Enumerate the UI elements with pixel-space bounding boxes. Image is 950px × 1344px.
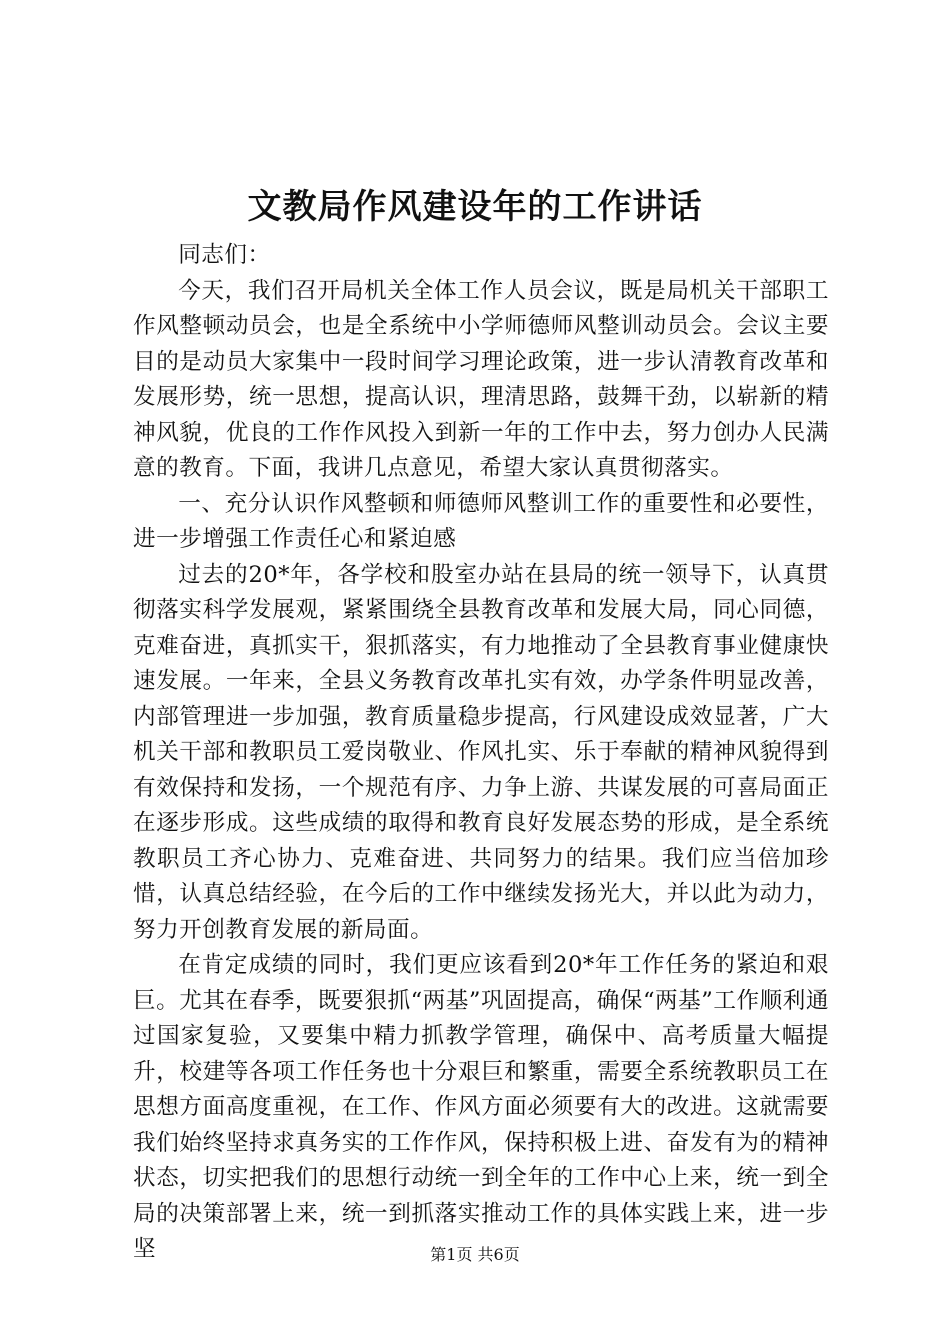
achievements-paragraph: 过去的20*年，各学校和股室办站在县局的统一领导下，认真贯彻落实科学发展观，紧紧围绕全县教育改革和发展大局，同心同德，克难奋进，真抓实干，狠抓落实，有力地推动了全县教育事业健康快速发展。一年来，全县义务教育改革扎实有效，办学条件明显改善，内部管理进一步加强，教育质量稳步提高，行风建设成效显著，广大机关干部和教职员工爱岗敬业、作风扎实、乐于奉献的精神风貌得到有效保持和发扬，一个规范有序、力争上游、共谋发展的可喜局面正在逐步形成。这些成绩的取得和教育良好发展态势的形成，是全系统教职员工齐心协力、克难奋进、共同努力的结果。我们应当倍加珍惜，认真总结经验，在今后的工作中继续发扬光大，并以此为动力，努力开创教育发展的新局面。 — [133, 561, 829, 943]
document-title: 文教局作风建设年的工作讲话 — [247, 187, 703, 227]
page-number-footer: 第1页 共6页 — [430, 1245, 520, 1264]
salutation-paragraph: 同志们： — [178, 242, 271, 268]
intro-paragraph: 今天，我们召开局机关全体工作人员会议，既是局机关干部职工作风整顿动员会，也是全系统中小学师德师风整训动员会。会议主要目的是动员大家集中一段时间学习理论政策，进一步认清教育改革和发展形势，统一思想，提高认识，理清思路，鼓舞干劲，以崭新的精神风貌，优良的工作作风投入到新一年的工作中去，努力创办人民满意的教育。下面，我讲几点意见，希望大家认真贯彻落实。 — [133, 277, 829, 481]
document-body — [133, 238, 829, 1268]
challenges-paragraph: 在肯定成绩的同时，我们更应该看到20*年工作任务的紧迫和艰巨。尤其在春季，既要狠抓“两基”巩固提高，确保“两基”工作顺利通过国家复验，又要集中精力抓教学管理，确保中、高考质量大幅提升，校建等各项工作任务也十分艰巨和繁重，需要全系统教职员工在思想方面高度重视，在工作、作风方面必须要有大的改进。这就需要我们始终坚持求真务实的工作作风，保持积极上进、奋发有为的精神状态，切实把我们的思想行动统一到全年的工作中心上来，统一到全局的决策部署上来，统一到抓落实推动工作的具体实践上来，进一步坚 — [133, 952, 829, 1262]
section-heading-one: 一、充分认识作风整顿和师德师风整训工作的重要性和必要性，进一步增强工作责任心和紧迫感 — [133, 490, 829, 552]
